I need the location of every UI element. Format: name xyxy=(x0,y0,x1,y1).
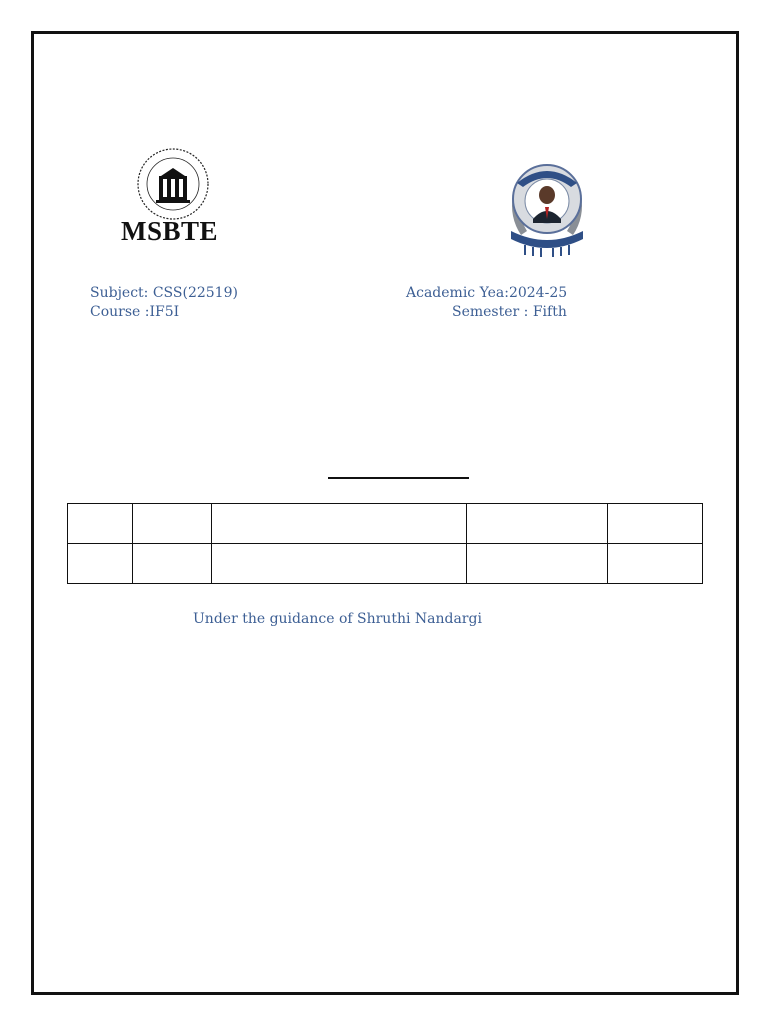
institution-emblem-icon xyxy=(505,157,589,257)
table-cell xyxy=(467,544,608,584)
table-row xyxy=(68,544,703,584)
msbte-logo xyxy=(116,146,230,250)
members-table xyxy=(67,503,703,584)
course-label: Course :IF5I xyxy=(90,304,180,320)
table-cell xyxy=(68,544,133,584)
msbte-logo-text: MSBTE xyxy=(121,216,219,246)
table-row xyxy=(68,504,703,544)
academic-year-label: Academic Yea:2024-25 xyxy=(406,285,568,301)
subject-label: Subject: CSS(22519) xyxy=(90,285,238,301)
semester-label: Semester : Fifth xyxy=(452,304,567,320)
guidance-text: Under the guidance of Shruthi Nandargi xyxy=(193,611,482,627)
table-cell xyxy=(212,544,467,584)
table-cell xyxy=(608,504,703,544)
table-cell xyxy=(68,504,133,544)
table-cell xyxy=(608,544,703,584)
msbte-emblem-icon xyxy=(135,146,211,222)
table-cell xyxy=(133,504,212,544)
table-cell xyxy=(212,504,467,544)
title-underline xyxy=(328,477,469,479)
table-cell xyxy=(133,544,212,584)
table-cell xyxy=(467,504,608,544)
institution-emblem xyxy=(505,157,589,257)
